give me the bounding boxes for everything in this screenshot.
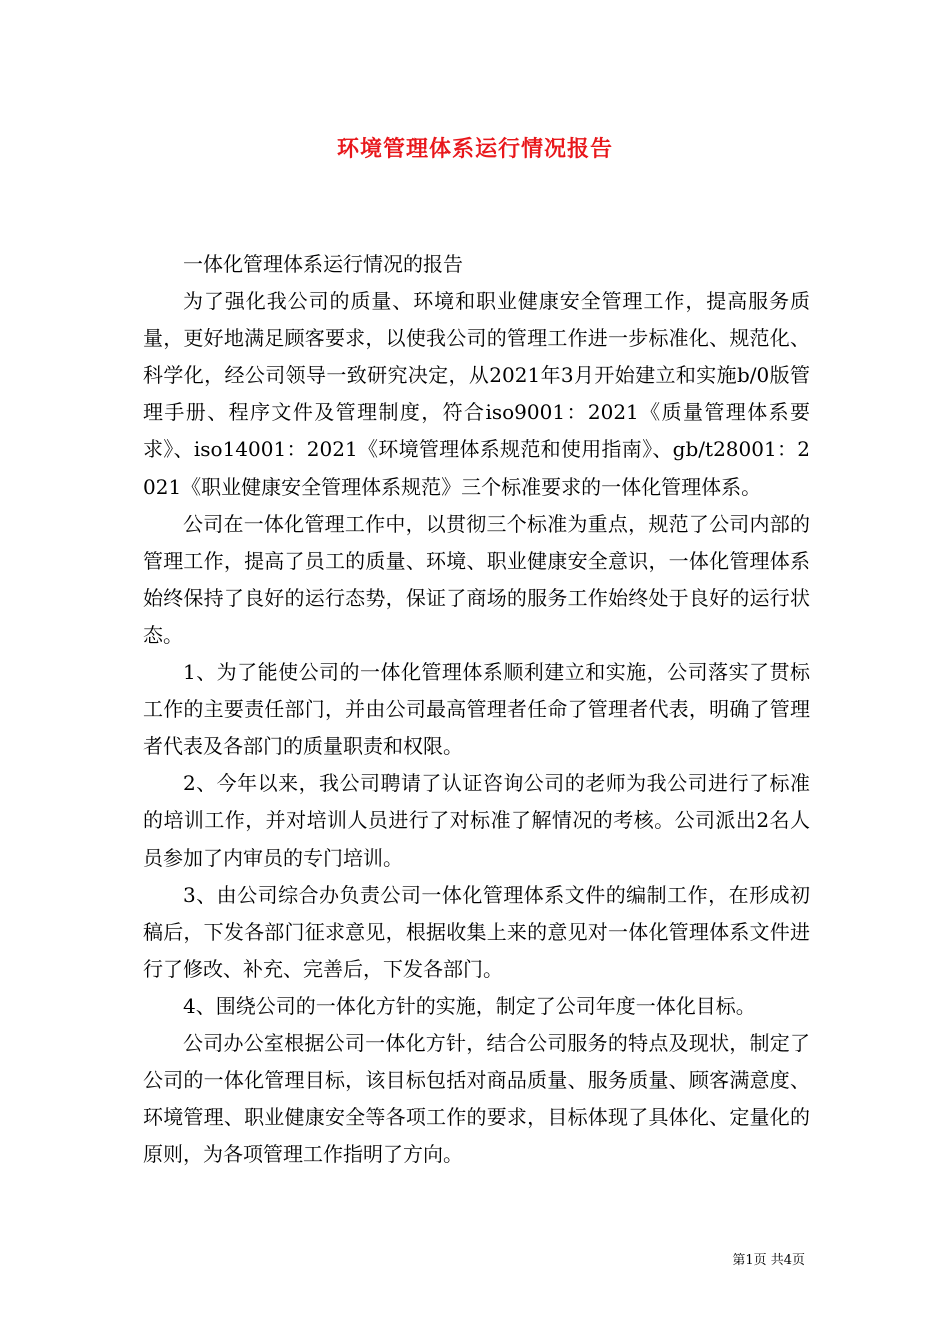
- paragraph-overview: 公司在一体化管理工作中，以贯彻三个标准为重点，规范了公司内部的管理工作，提高了员工的质量、环境、职业健康安全意识，一体化管理体系始终保持了良好的运行态势，保证了商场的服务工作始终处于良好的运行状态。: [143, 511, 810, 647]
- paragraph-item-3: 3、由公司综合办负责公司一体化管理体系文件的编制工作，在形成初稿后，下发各部门征求意见，根据收集上来的意见对一体化管理体系文件进行了修改、补充、完善后，下发各部门。: [143, 882, 810, 981]
- document-body: [143, 246, 810, 1173]
- paragraph-item-1: 1、为了能使公司的一体化管理体系顺利建立和实施，公司落实了贯标工作的主要责任部门，并由公司最高管理者任命了管理者代表，明确了管理者代表及各部门的质量职责和权限。: [143, 660, 810, 759]
- paragraph-item-4: 4、围绕公司的一体化方针的实施，制定了公司年度一体化目标。: [183, 993, 756, 1018]
- paragraph-subtitle: 一体化管理体系运行情况的报告: [183, 252, 463, 276]
- page-title: 环境管理体系运行情况报告: [336, 137, 613, 162]
- page-number: 第1页 共4页: [732, 1253, 805, 1268]
- paragraph-objectives: 公司办公室根据公司一体化方针，结合公司服务的特点及现状，制定了公司的一体化管理目标，该目标包括对商品质量、服务质量、顾客满意度、环境管理、职业健康安全等各项工作的要求，目标体现了具体化、定量化的原则，为各项管理工作指明了方向。: [143, 1030, 810, 1167]
- paragraph-item-2: 2、今年以来，我公司聘请了认证咨询公司的老师为我公司进行了标准的培训工作，并对培训人员进行了对标准了解情况的考核。公司派出2名人员参加了内审员的专门培训。: [143, 771, 810, 870]
- paragraph-intro: 为了强化我公司的质量、环境和职业健康安全管理工作，提高服务质量，更好地满足顾客要求，以使我公司的管理工作进一步标准化、规范化、科学化，经公司领导一致研究决定，从2021年3月开始建立和实施b/0版管理手册、程序文件及管理制度，符合iso9001：2021《质量管理体系要求》、iso14001：2021《环境管理体系规范和使用指南》、gb/t28001：2021《职业健康安全管理体系规范》三个标准要求的一体化管理体系。: [143, 289, 810, 499]
